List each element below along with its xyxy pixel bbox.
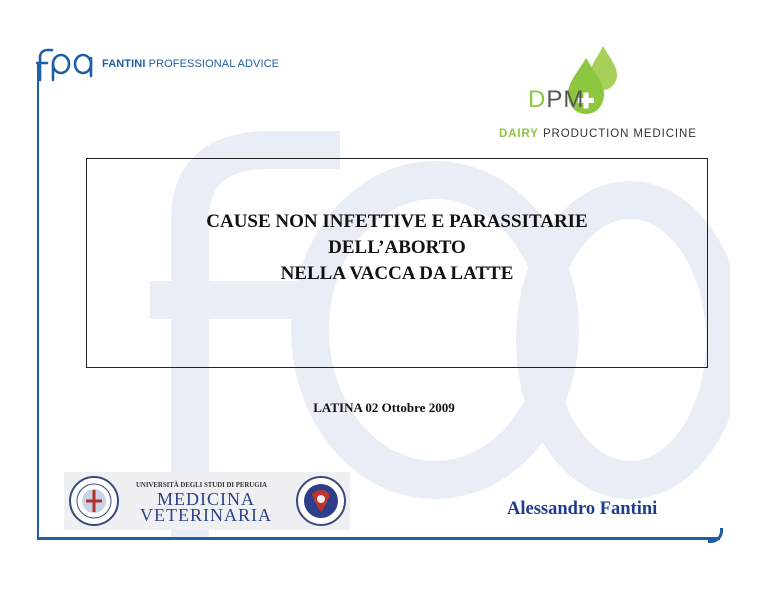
university-perugia-logo bbox=[64, 472, 350, 530]
author-name: Alessandro Fantini bbox=[507, 499, 658, 519]
dpm-letters: DPM bbox=[528, 86, 585, 113]
svg-text:UNIVERSITÀ DEGLI STUDI DI PERU: UNIVERSITÀ DEGLI STUDI DI PERUGIA bbox=[136, 482, 268, 489]
svg-text:MEDICINA: MEDICINA bbox=[157, 489, 255, 509]
fpa-logo-icon bbox=[36, 46, 100, 82]
fpa-brand-text: FANTINI PROFESSIONAL ADVICE bbox=[102, 58, 280, 70]
date-location: LATINA 02 Ottobre 2009 bbox=[313, 400, 455, 415]
title-line-1: CAUSE NON INFETTIVE E PARASSITARIE bbox=[206, 211, 588, 232]
slide-title bbox=[87, 209, 707, 287]
title-box bbox=[86, 158, 708, 368]
frame-left-line bbox=[37, 64, 39, 539]
dpm-subtitle: DAIRY PRODUCTION MEDICINE bbox=[499, 128, 697, 140]
title-line-3: NELLA VACCA DA LATTE bbox=[280, 263, 514, 284]
title-line-2: DELL’ABORTO bbox=[328, 237, 466, 258]
svg-text:VETERINARIA: VETERINARIA bbox=[140, 505, 272, 525]
right-seal-icon bbox=[297, 477, 345, 525]
left-seal-icon bbox=[70, 477, 118, 525]
frame-bottom-line bbox=[37, 537, 720, 540]
